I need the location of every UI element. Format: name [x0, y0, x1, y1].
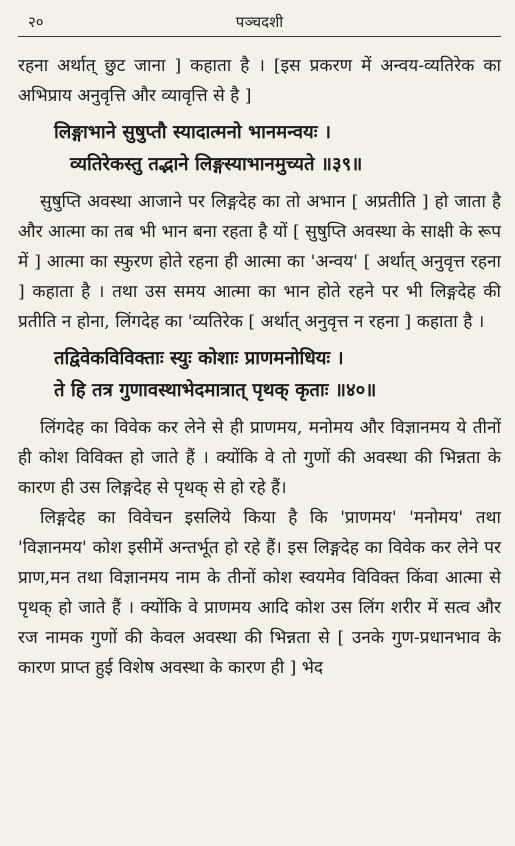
verse-39	[18, 117, 501, 181]
paragraph-intro: रहना अर्थात् छुट जाना ] कहाता है । [इस प्रकरण में अन्वय-व्यतिरेक का अभिप्राय अनुवृत्ति और व्यावृत्ति से है ]	[18, 56, 501, 106]
paragraph-verse-40-commentary-2: लिङ्गदेह का विवेचन इसलिये किया है कि 'प्राणमय' 'मनोमय' तथा 'विज्ञानमय' कोश इसीमें अन्तर्भूत हो रहे हैं। इस लिङ्गदेह का विवेक कर लेने पर प्राण,मन तथा विज्ञानमय नाम के तीनों कोश स्वयमेव विविक्त किंवा आत्मा से पृथक् हो जाते हैं । क्योंकि वे प्राणमय आदि कोश उस लिंग शरीर में सत्व और रज नामक गुणों की केवल अवस्था की भिन्नता से [ उनके गुण-प्रधानभाव के कारण प्राप्त हुई विशेष अवस्था के कारण ही ] भेद	[18, 508, 501, 678]
verse-39-line-1: लिङ्गाभाने सुषुप्तौ स्यादात्मनो भानमन्वयः ।	[54, 122, 331, 143]
page-number: २०	[28, 13, 44, 31]
verse-40-line-1: तद्विवेकविविक्ताः स्युः कोशाः प्राणमनोधियः ।	[54, 348, 344, 369]
paragraph-verse-40-commentary-1: लिंगदेह का विवेक कर लेने से ही प्राणमय, मनोमय और विज्ञानमय ये तीनों ही कोश विविक्त हो जाते हैं । क्योंकि वे तो गुणों की अवस्था की भिन्नता के कारण ही उस लिङ्गदेह से पृथक् से हो रहे हैं।	[18, 418, 501, 498]
verse-40-line-2: ते हि तत्र गुणावस्थाभेदमात्रात् पृथक् कृताः ॥४०॥	[54, 380, 377, 401]
verse-40	[18, 343, 501, 407]
running-title: पञ्चदशी	[235, 13, 284, 31]
paragraph-verse-39-commentary: सुषुप्ति अवस्था आजाने पर लिङ्गदेह का तो अभान [ अप्रतीति ] हो जाता है और आत्मा का तब भी भान बना रहता है यों [ सुषुप्ति अवस्था के साक्षी के रूप में ] आत्मा का स्फुरण होते रहना ही आत्मा का 'अन्वय' [ अर्थात् अनुवृत्त रहना ] कहाता है । तथा उस समय आत्मा का भान होते रहने पर भी लिङ्गदेह की प्रतीति न होना, लिंगदेह का 'व्यतिरेक [ अर्थात् अनुवृत्त न रहना ] कहाता है ।	[18, 192, 501, 332]
page-header	[18, 6, 501, 37]
verse-39-line-2: व्यतिरेकस्तु तद्भाने लिङ्गस्याभानमुच्यते ॥३९॥	[70, 154, 363, 175]
page-body	[18, 51, 501, 683]
